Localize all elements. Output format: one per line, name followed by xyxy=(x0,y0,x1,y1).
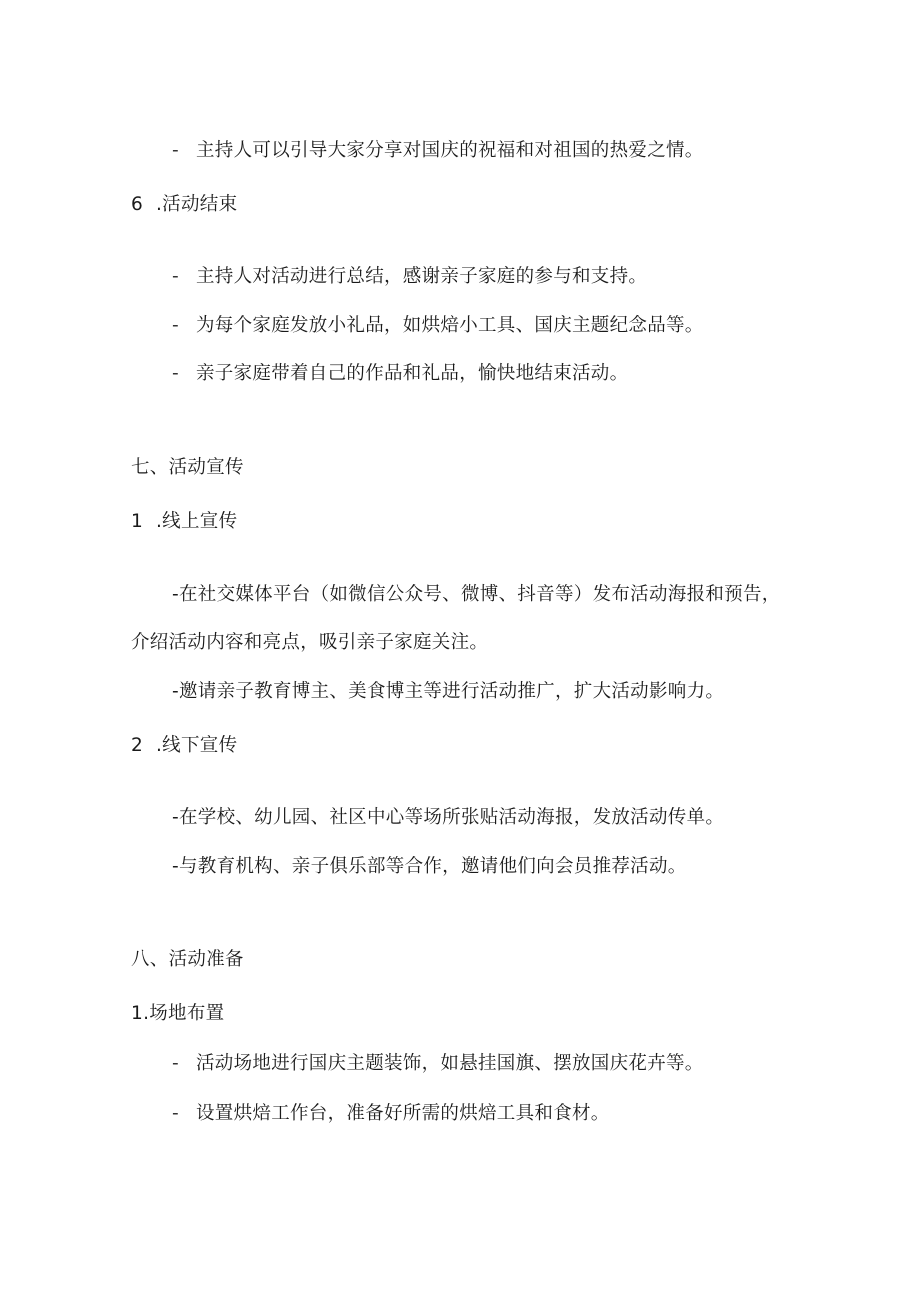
subsection-title: .活动结束 xyxy=(156,194,238,215)
bullet-text: -邀请亲子教育博主、美食博主等进行活动推广，扩大活动影响力。 xyxy=(172,681,725,702)
bullet-line xyxy=(172,679,724,705)
subsection-title: 1.场地布置 xyxy=(131,1003,225,1024)
section-heading xyxy=(131,455,244,481)
bullet-text: 主持人对活动进行总结，感谢亲子家庭的参与和支持。 xyxy=(196,266,648,287)
dash-marker: - xyxy=(172,266,179,287)
bullet-text: -在学校、幼儿园、社区中心等场所张贴活动海报，发放活动传单。 xyxy=(172,807,725,828)
continuation-line xyxy=(131,630,488,656)
bullet-text: 亲子家庭带着自己的作品和礼品，愉快地结束活动。 xyxy=(196,363,629,384)
bullet-line xyxy=(172,1051,704,1077)
bullet-text: -在社交媒体平台（如微信公众号、微博、抖音等）发布活动海报和预告， xyxy=(172,584,781,605)
section-title: 八、活动准备 xyxy=(131,949,244,970)
bullet-line xyxy=(172,805,724,831)
subsection-number: 2 xyxy=(131,735,144,756)
dash-marker: - xyxy=(172,1053,179,1074)
subsection-number: 1 xyxy=(131,511,144,532)
dash-marker: - xyxy=(172,140,179,161)
subsection-heading xyxy=(131,509,237,535)
subsection-heading xyxy=(131,192,237,218)
dash-marker: - xyxy=(172,315,179,336)
bullet-text: 为每个家庭发放小礼品，如烘焙小工具、国庆主题纪念品等。 xyxy=(196,315,704,336)
subsection-heading xyxy=(131,1001,224,1027)
bullet-line xyxy=(172,1101,610,1127)
bullet-line xyxy=(172,264,647,290)
bullet-line xyxy=(172,138,704,164)
dash-marker: - xyxy=(172,1103,179,1124)
bullet-text: 活动场地进行国庆主题装饰，如悬挂国旗、摆放国庆花卉等。 xyxy=(196,1053,704,1074)
bullet-line xyxy=(172,854,687,880)
bullet-line xyxy=(172,361,628,387)
section-title: 七、活动宣传 xyxy=(131,457,244,478)
bullet-text: 设置烘焙工作台，准备好所需的烘焙工具和食材。 xyxy=(196,1103,610,1124)
bullet-text: -与教育机构、亲子俱乐部等合作，邀请他们向会员推荐活动。 xyxy=(172,856,687,877)
continuation-text: 介绍活动内容和亮点，吸引亲子家庭关注。 xyxy=(131,632,489,653)
subsection-title: .线下宣传 xyxy=(156,735,238,756)
subsection-title: .线上宣传 xyxy=(156,511,238,532)
bullet-line xyxy=(172,313,704,339)
dash-marker: - xyxy=(172,363,179,384)
subsection-number: 6 xyxy=(131,194,144,215)
subsection-heading xyxy=(131,733,237,759)
bullet-line xyxy=(172,582,781,608)
bullet-text: 主持人可以引导大家分享对国庆的祝福和对祖国的热爱之情。 xyxy=(196,140,704,161)
section-heading xyxy=(131,947,244,973)
